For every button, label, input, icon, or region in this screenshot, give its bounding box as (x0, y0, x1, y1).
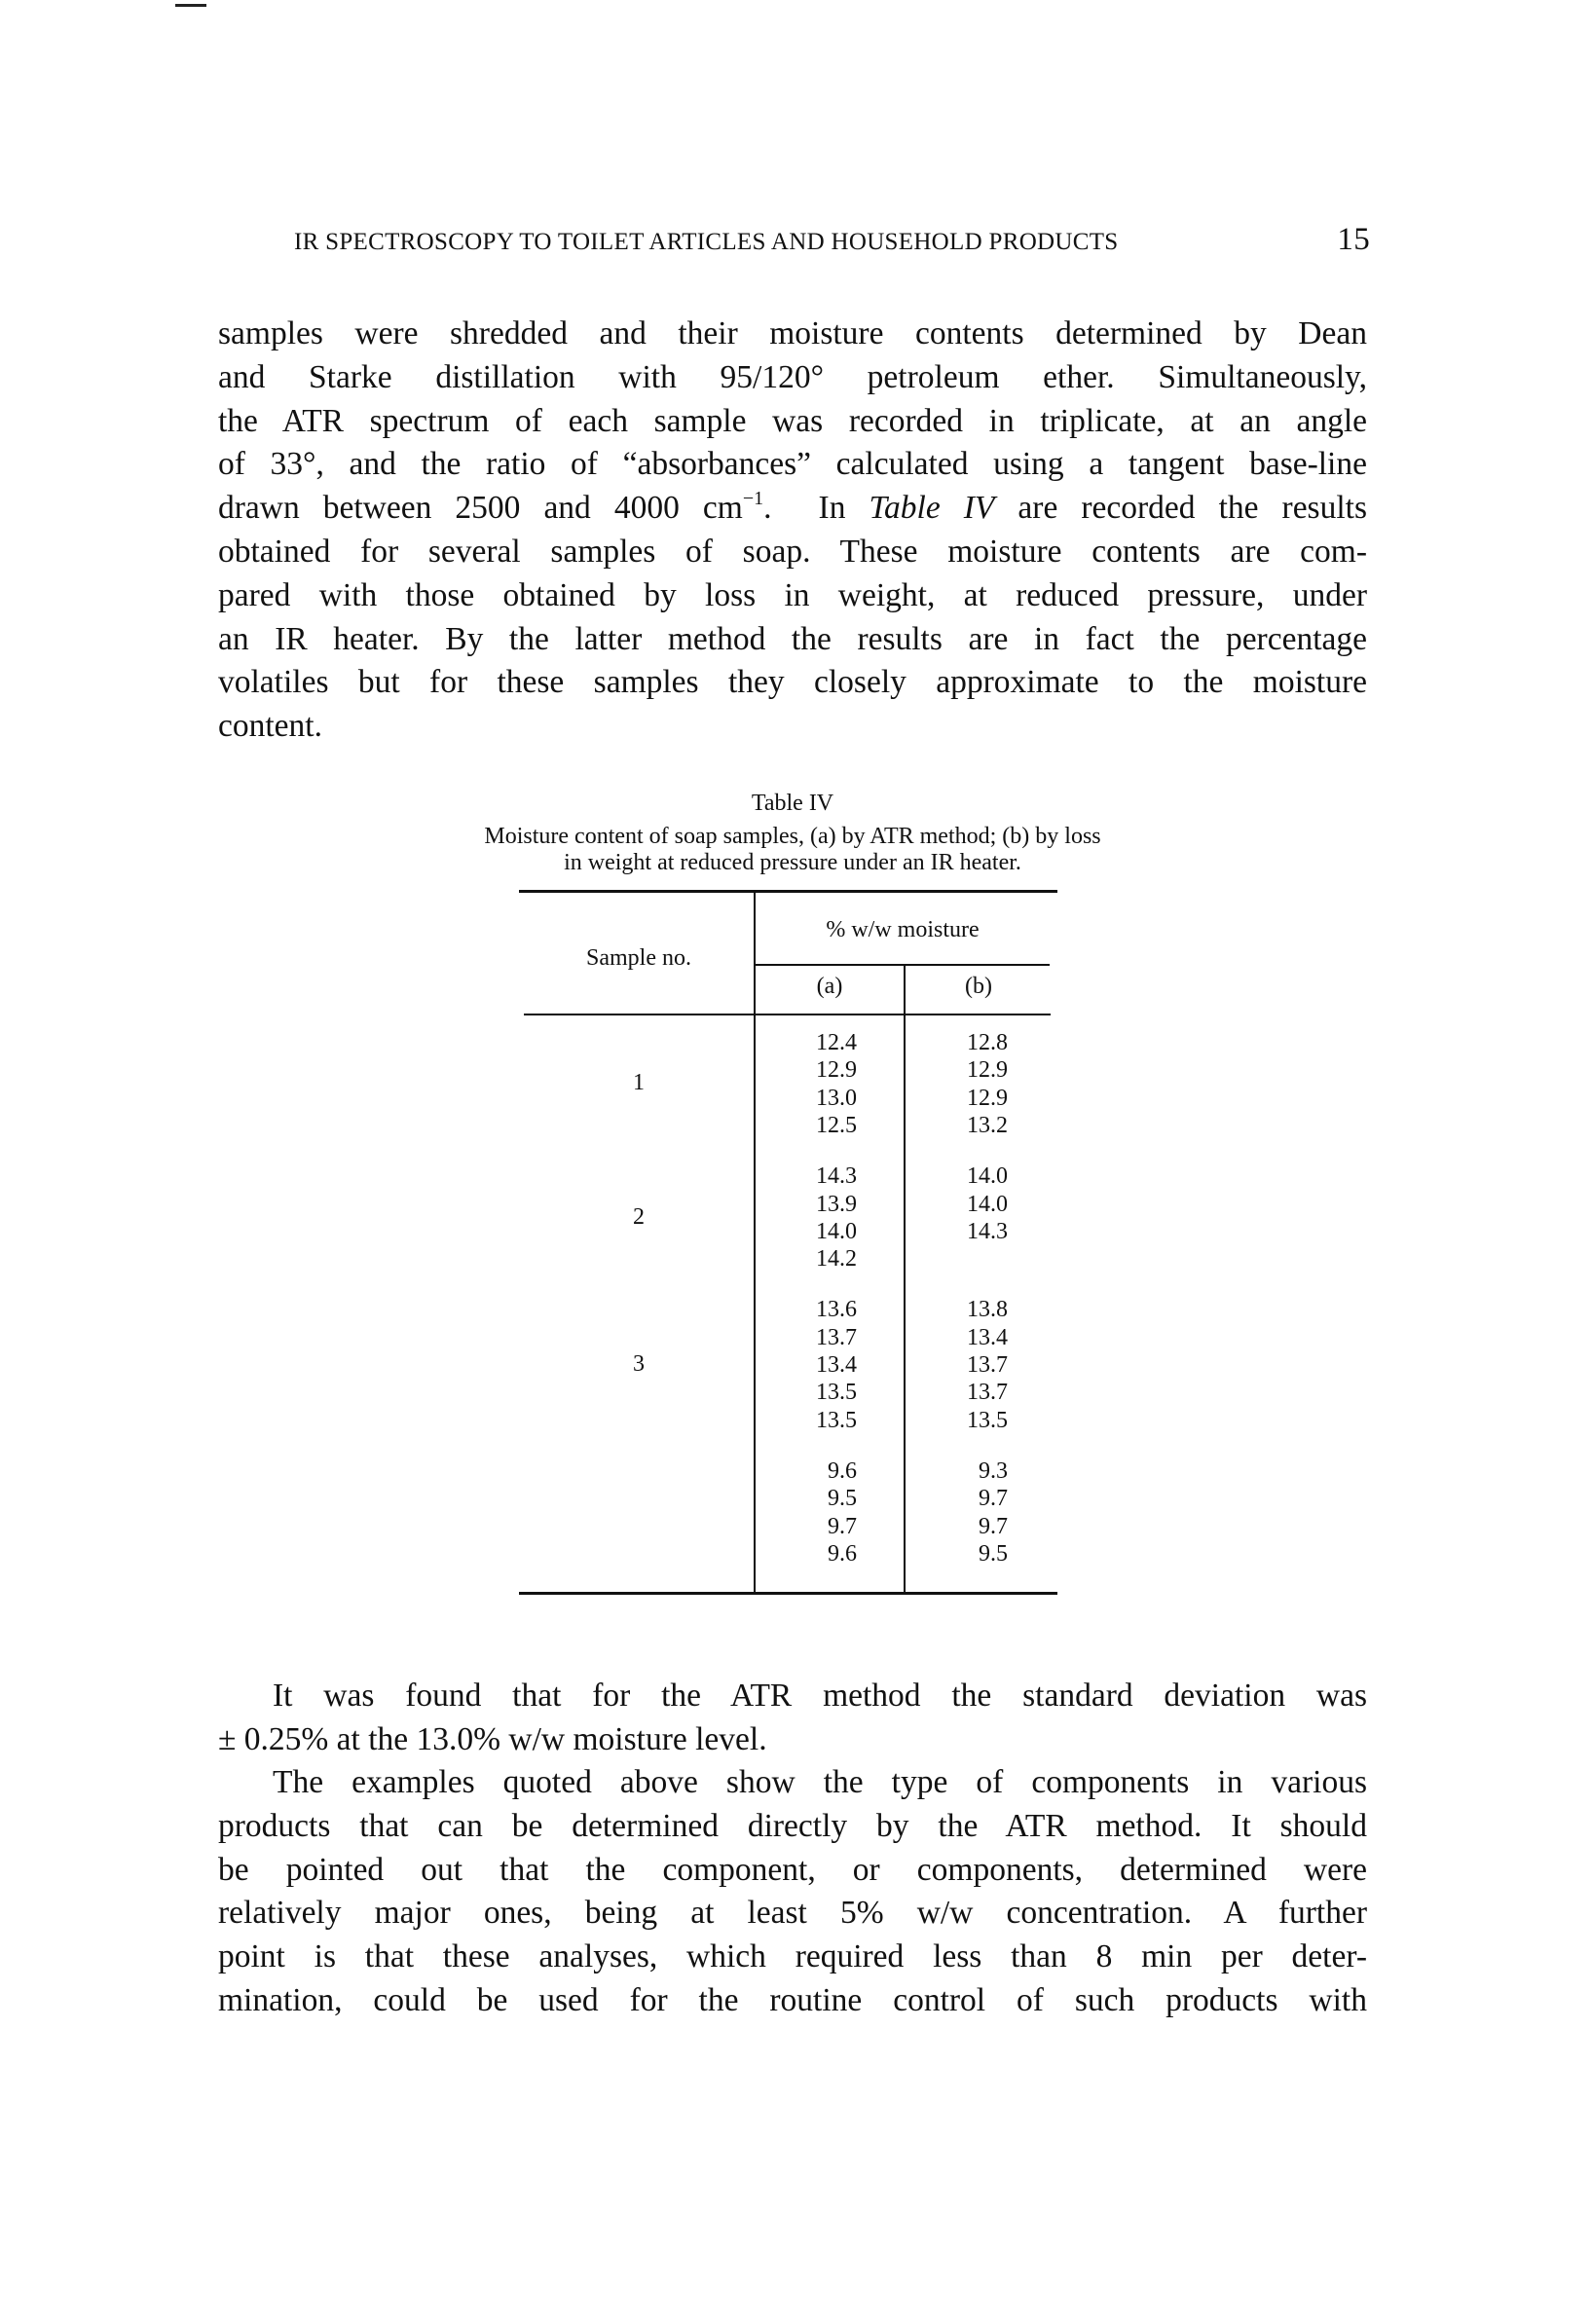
table-cell-b: 13.5 (967, 1407, 1008, 1433)
column-divider (904, 965, 906, 1593)
table-cell-b: 13.8 (967, 1297, 1008, 1323)
page-number: 15 (1337, 222, 1370, 257)
text-line: an IR heater. By the latter method the results are in fact the percentage (218, 620, 1367, 657)
table-cell-b: 12.8 (967, 1030, 1008, 1055)
sample-number: 3 (633, 1351, 645, 1377)
text: are recorded the results (994, 490, 1367, 527)
table-cell-a: 13.7 (816, 1324, 857, 1350)
text-line (218, 487, 1367, 531)
text-line: samples were shredded and their moisture contents determined by Dean (218, 315, 1367, 351)
paragraph-1 (218, 313, 1367, 749)
text-line: and Starke distillation with 95/120° petroleum ether. Simultaneously, (218, 358, 1367, 395)
table-cell-a: 12.5 (816, 1112, 857, 1138)
table-cell-b: 14.3 (967, 1218, 1008, 1244)
text-line: relatively major ones, being at least 5% w/w concentration. A further (218, 1895, 1367, 1932)
table-cell-b: 9.5 (979, 1540, 1008, 1567)
table-cell-a: 9.7 (828, 1513, 857, 1539)
running-head (294, 222, 1370, 258)
text-line: ± 0.25% at the 13.0% w/w moisture level. (218, 1720, 767, 1757)
text: drawn between 2500 and 4000 cm (218, 490, 743, 527)
table-cell-a: 13.5 (816, 1380, 857, 1406)
sample-number: 1 (633, 1070, 645, 1096)
text-line: point is that these analyses, which required less than 8 min per deter- (218, 1938, 1367, 1975)
table-cell-b: 13.4 (967, 1324, 1008, 1350)
sample-number: 2 (633, 1203, 645, 1230)
table-cell-b: 9.7 (979, 1486, 1008, 1512)
header-sample-no: Sample no. (586, 945, 691, 971)
table-bottom-rule (519, 1592, 1057, 1595)
table-caption-line: Moisture content of soap samples, (a) by ATR method; (b) by loss (484, 824, 1101, 849)
table-cell-a: 9.5 (828, 1486, 857, 1512)
table-cell-b: 14.0 (967, 1163, 1008, 1190)
scan-mark (175, 4, 206, 7)
text-line: of 33°, and the ratio of “absorbances” calculated using a tangent base-line (218, 446, 1367, 483)
table-cell-a: 9.6 (828, 1540, 857, 1567)
text-line: pared with those obtained by loss in weight, at reduced pressure, under (218, 576, 1367, 613)
text-line: The examples quoted above show the type of components in various (273, 1764, 1367, 1800)
table-top-rule (519, 890, 1057, 893)
table-cell-a: 12.9 (816, 1057, 857, 1084)
table-cell-b: 12.9 (967, 1057, 1008, 1084)
table-cell-a: 13.6 (816, 1297, 857, 1323)
header-bottom-rule (524, 1014, 1051, 1015)
table-reference: Table IV (869, 490, 995, 527)
header-moisture: % w/w moisture (826, 917, 980, 942)
table-cell-a: 9.6 (828, 1457, 857, 1484)
text-line: content. (218, 708, 322, 745)
table-cell-b: 13.7 (967, 1380, 1008, 1406)
header-sub-rule (756, 964, 1050, 966)
table-cell-a: 13.9 (816, 1191, 857, 1217)
table-cell-a: 14.3 (816, 1163, 857, 1190)
superscript: −1 (742, 488, 764, 510)
text-line: products that can be determined directly by the ATR method. It should (218, 1807, 1367, 1844)
table-cell-b: 12.9 (967, 1085, 1008, 1111)
table-caption-line: in weight at reduced pressure under an IR heater. (564, 850, 1021, 875)
table-cell-b: 13.2 (967, 1112, 1008, 1138)
text-line: volatiles but for these samples they closely approximate to the moisture (218, 664, 1367, 701)
table-cell-a: 14.2 (816, 1246, 857, 1273)
paragraph-2 (218, 1675, 1367, 1762)
text-line: mination, could be used for the routine control of such products with (218, 1981, 1367, 2018)
table-cell-a: 14.0 (816, 1218, 857, 1244)
table-cell-a: 13.5 (816, 1407, 857, 1433)
header-col-a: (a) (816, 974, 843, 999)
table-cell-a: 13.4 (816, 1352, 857, 1378)
text-line: obtained for several samples of soap. These moisture contents are com- (218, 533, 1367, 570)
header-col-b: (b) (965, 974, 992, 999)
table-cell-b: 9.3 (979, 1457, 1008, 1484)
table-title: Table IV (751, 791, 834, 816)
text: . In (763, 490, 870, 527)
paragraph-3 (218, 1761, 1367, 2023)
text-line: the ATR spectrum of each sample was recorded in triplicate, at an angle (218, 402, 1367, 439)
running-head-title: IR SPECTROSCOPY TO TOILET ARTICLES AND HOUSEHOLD PRODUCTS (294, 229, 1119, 255)
table-cell-a: 13.0 (816, 1085, 857, 1111)
table-cell-a: 12.4 (816, 1030, 857, 1055)
table-cell-b: 9.7 (979, 1513, 1008, 1539)
text-line: be pointed out that the component, or components, determined were (218, 1851, 1367, 1888)
table-cell-b: 14.0 (967, 1191, 1008, 1217)
table-cell-b: 13.7 (967, 1352, 1008, 1378)
text-line: It was found that for the ATR method the standard deviation was (273, 1678, 1367, 1714)
